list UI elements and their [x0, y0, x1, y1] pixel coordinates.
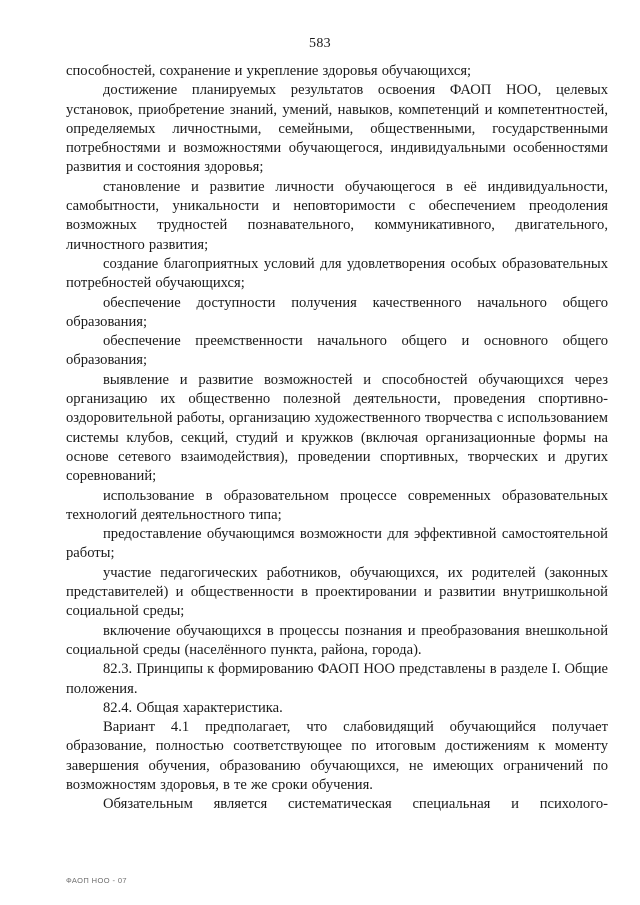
paragraph: выявление и развитие возможностей и способностей обучающихся через организацию их общественно полезной деятельности, проведения спортивно-оздоровительной работы, организацию художественного творчества с использованием системы клубов, секций, студий и кружков (включая организационные формы на основе сетевого взаимодействия), проведении спортивных, творческих и других соревнований; [66, 371, 608, 485]
paragraph: способностей, сохранение и укрепление здоровья обучающихся; [66, 63, 472, 79]
paragraph: 82.3. Принципы к формированию ФАОП НОО представлены в разделе I. Общие положения. [66, 661, 608, 697]
paragraph: достижение планируемых результатов освоения ФАОП НОО, целевых установок, приобретение знаний, умений, навыков, компетенций и компетентностей, определяемых личностными, семейными, общественными, государственными потребностями и возможностями обучающегося, индивидуальными особенностями развития и состояния здоровья; [66, 82, 608, 176]
paragraph: включение обучающихся в процессы познания и преобразования внешкольной социальной среды (населённого пункта, района, города). [66, 622, 608, 658]
paragraph: становление и развитие личности обучающегося в её индивидуальности, самобытности, уникальности и неповторимости с обеспечением преодоления возможных трудностей познавательного, коммуникативного, двигательного, личностного развития; [66, 178, 608, 253]
paragraph: Вариант 4.1 предполагает, что слабовидящий обучающийся получает образование, полностью соответствующее по итоговым достижениям к моменту завершения обучения, образованию обучающихся, не имеющих ограничений по возможностям здоровья, в те же сроки обучения. [66, 719, 608, 793]
paragraph: обеспечение преемственности начального общего и основного общего образования; [66, 333, 608, 369]
footer-stamp: ФАОП НОО - 07 [66, 876, 127, 885]
paragraph: предоставление обучающимся возможности для эффективной самостоятельной работы; [66, 526, 608, 562]
body-text [66, 62, 608, 815]
paragraph: 82.4. Общая характеристика. [103, 699, 283, 716]
paragraph: обеспечение доступности получения качественного начального общего образования; [66, 294, 608, 330]
paragraph: участие педагогических работников, обучающихся, их родителей (законных представителей) и общественности в проектировании и развитии внутришкольной социальной среды; [66, 564, 608, 620]
paragraph: Обязательным является систематическая специальная и психолого- [103, 796, 608, 813]
paragraph: создание благоприятных условий для удовлетворения особых образовательных потребностей обучающихся; [66, 255, 608, 292]
page-number: 583 [309, 36, 331, 51]
paragraph: использование в образовательном процессе современных образовательных технологий деятельностного типа; [66, 487, 608, 523]
